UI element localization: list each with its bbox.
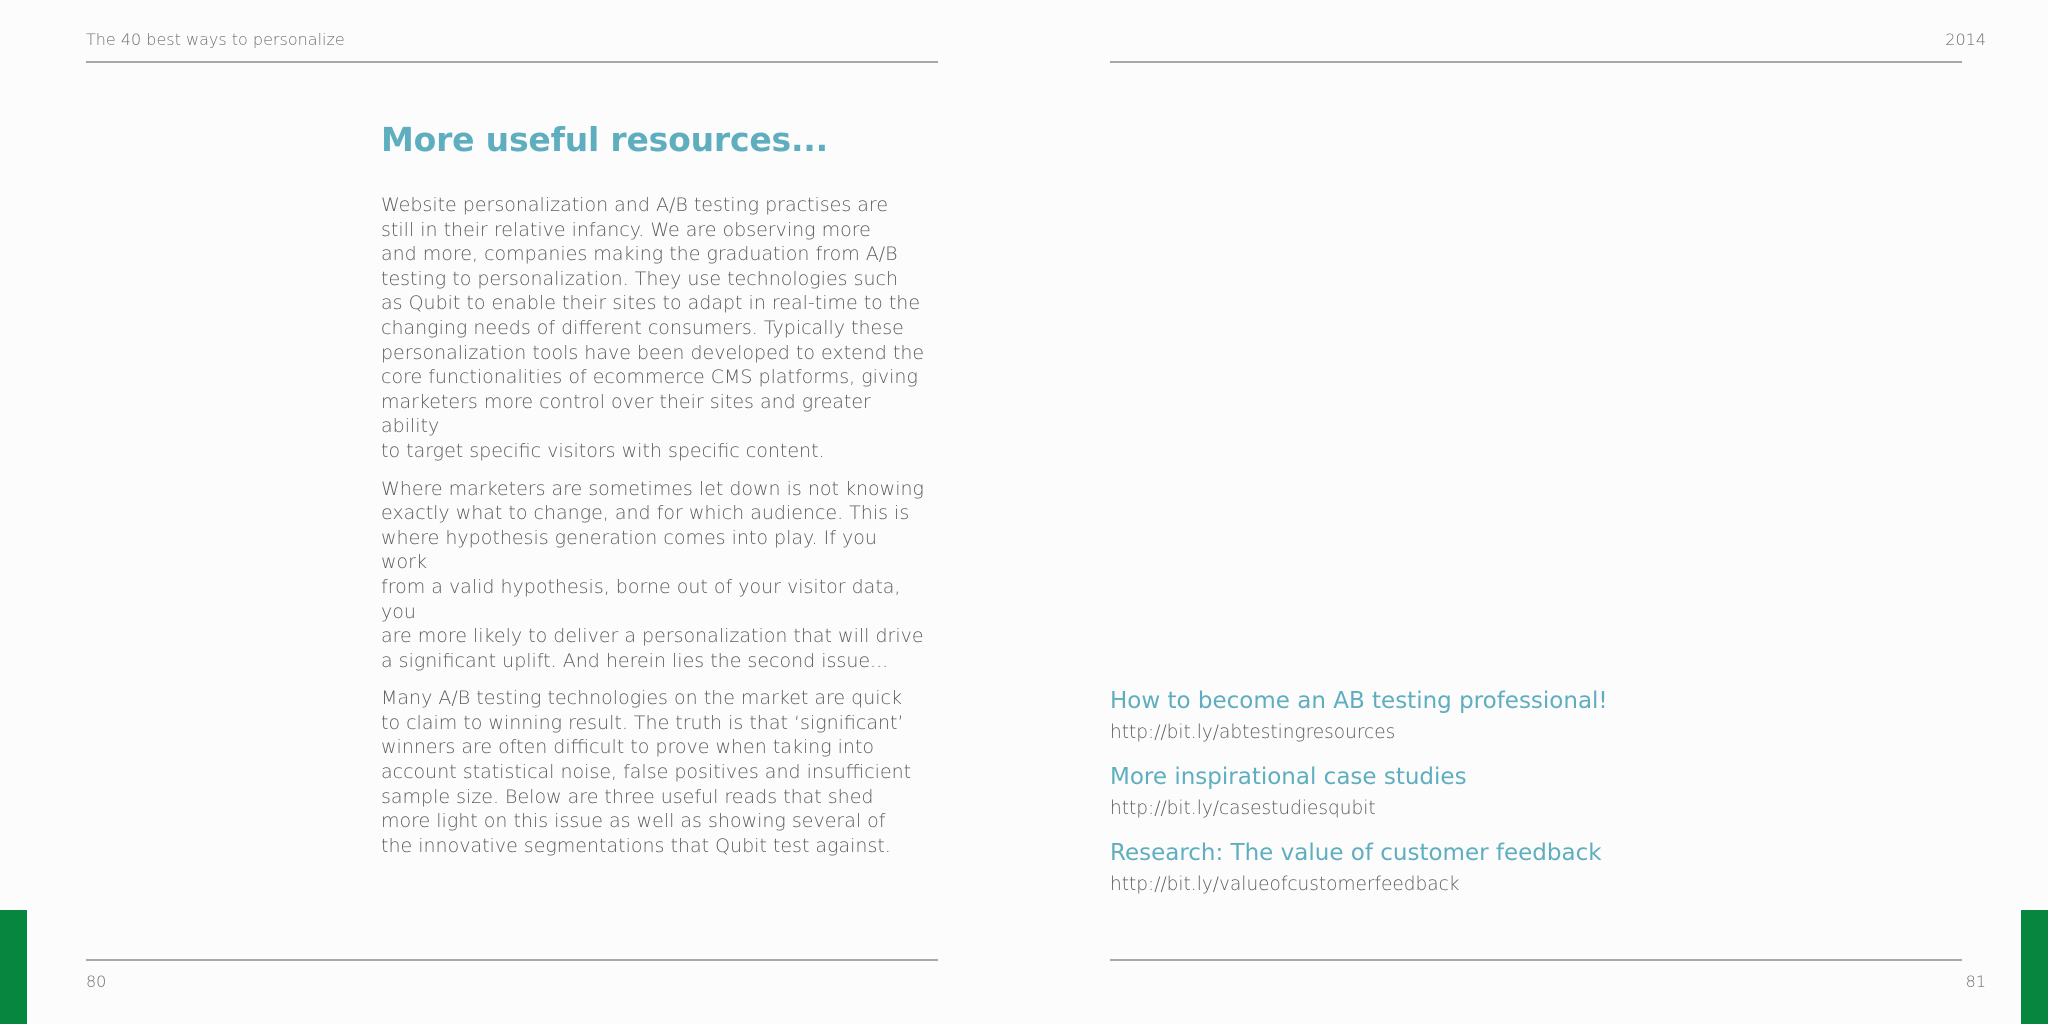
resource-title: Research: The value of customer feedback [1110, 840, 1602, 866]
resource-link[interactable]: http://bit.ly/abtestingresources [1110, 722, 1396, 743]
body-copy [381, 193, 926, 871]
resource-link[interactable]: http://bit.ly/valueofcustomerfeedback [1110, 874, 1460, 895]
footer-rule [1110, 959, 1962, 961]
brand-tab-decoration [0, 910, 27, 1024]
paragraph-1: Website personalization and A/B testing practises are still in their relative infancy. We are observing more and more, companies making the graduation from A/B testing to personalization. They use technologies such as Qubit to enable their sites to adapt in real-time to the changing needs of different consumers. Typically these personalization tools have been developed to extend the core functionalities of ecommerce CMS platforms, giving marketers more control over their sites and greater ability to target specific visitors with specific content. [381, 194, 925, 462]
header-rule [1110, 61, 1962, 63]
footer-rule [86, 959, 938, 961]
section-heading: More useful resources... [381, 120, 828, 159]
resource-list [1110, 684, 1950, 912]
resource-link[interactable]: http://bit.ly/casestudiesqubit [1110, 798, 1376, 819]
paragraph-2: Where marketers are sometimes let down is not knowing exactly what to change, and for which audience. This is where hypothesis generation comes into play. If you work from a valid hypothesis, borne out of your visitor data, you are more likely to deliver a personalization that will drive a significant uplift. And herein lies the second issue... [381, 477, 924, 672]
right-page [1024, 0, 2048, 1024]
running-header-year: 2014 [1945, 30, 1986, 49]
page-number: 80 [86, 972, 107, 991]
header-rule [86, 61, 938, 63]
paragraph-3: Many A/B testing technologies on the market are quick to claim to winning result. The truth is that ‘significant’ winners are often difficult to prove when taking into account statistical noise, false positives and insufficient sample size. Below are three useful reads that shed more light on this issue as well as showing several of the innovative segmentations that Qubit test against. [381, 687, 912, 857]
resource-title: More inspirational case studies [1110, 764, 1467, 790]
running-header-title: The 40 best ways to personalize [86, 30, 345, 49]
page-number: 81 [1965, 972, 1986, 991]
brand-tab-decoration [2021, 910, 2048, 1024]
resource-title: How to become an AB testing professional! [1110, 688, 1608, 714]
